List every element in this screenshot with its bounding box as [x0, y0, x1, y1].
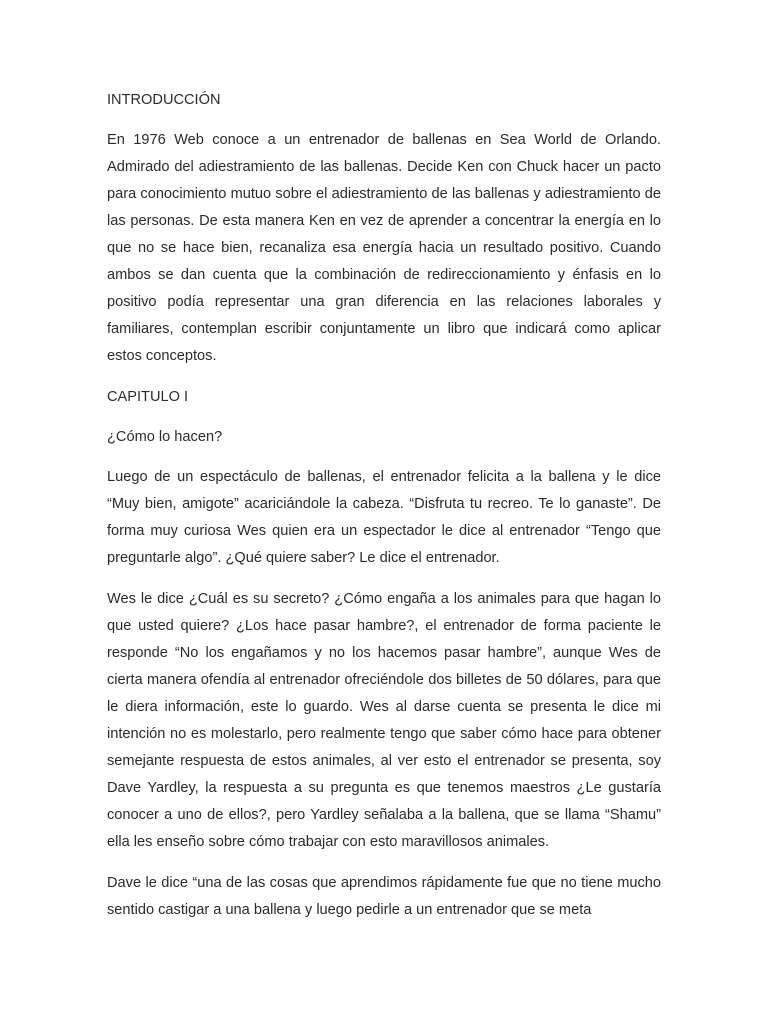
paragraph-introduction: En 1976 Web conoce a un entrenador de ballenas en Sea World de Orlando. Admirado del adiestramiento de las ballenas. Decide Ken con Chuck hacer un pacto para conocimiento mutuo sobre el adiestramiento de las ballenas y adiestramiento de las personas. De esta manera Ken en vez de aprender a concentrar la energía en lo que no se hace bien, recanaliza esa energía hacia un resultado positivo. Cuando ambos se dan cuenta que la combinación de redireccionamiento y énfasis en lo positivo podía representar una gran diferencia en las relaciones laborales y familiares, contemplan escribir conjuntamente un libro que indicará como aplicar estos conceptos. [107, 132, 661, 364]
subheading-how: ¿Cómo lo hacen? [107, 429, 223, 445]
paragraph-show: Luego de un espectáculo de ballenas, el entrenador felicita a la ballena y le dice “Muy bien, amigote” acariciándole la cabeza. “Disfruta tu recreo. Te lo ganaste”. De forma muy curiosa Wes quien era un espectador le dice al entrenador “Tengo que preguntarle algo”. ¿Qué quiere saber? Le dice el entrenador. [107, 469, 661, 566]
paragraph-secret: Wes le dice ¿Cuál es su secreto? ¿Cómo engaña a los animales para que hagan lo que usted quiere? ¿Los hace pasar hambre?, el entrenador de forma paciente le responde “No los engañamos y no los hacemos pasar hambre”, aunque Wes de cierta manera ofendía al entrenador ofreciéndole dos billetes de 50 dólares, para que le diera información, este lo guardo. Wes al darse cuenta se presenta le dice mi intención no es molestarlo, pero realmente tengo que saber cómo hace para obtener semejante respuesta de estos animales, al ver esto el entrenador se presenta, soy Dave Yardley, la respuesta a su pregunta es que tenemos maestros ¿Le gustaría conocer a uno de ellos?, pero Yardley señalaba a la ballena, que se llama “Shamu” ella les enseño sobre cómo trabajar con esto maravillosos animales. [107, 591, 661, 850]
section-heading-introduction: INTRODUCCIÓN [107, 92, 221, 108]
chapter-heading: CAPITULO I [107, 389, 189, 405]
paragraph-dave: Dave le dice “una de las cosas que aprendimos rápidamente fue que no tiene mucho sentido castigar a una ballena y luego pedirle a un entrenador que se meta [107, 875, 661, 918]
document-body [107, 87, 661, 938]
